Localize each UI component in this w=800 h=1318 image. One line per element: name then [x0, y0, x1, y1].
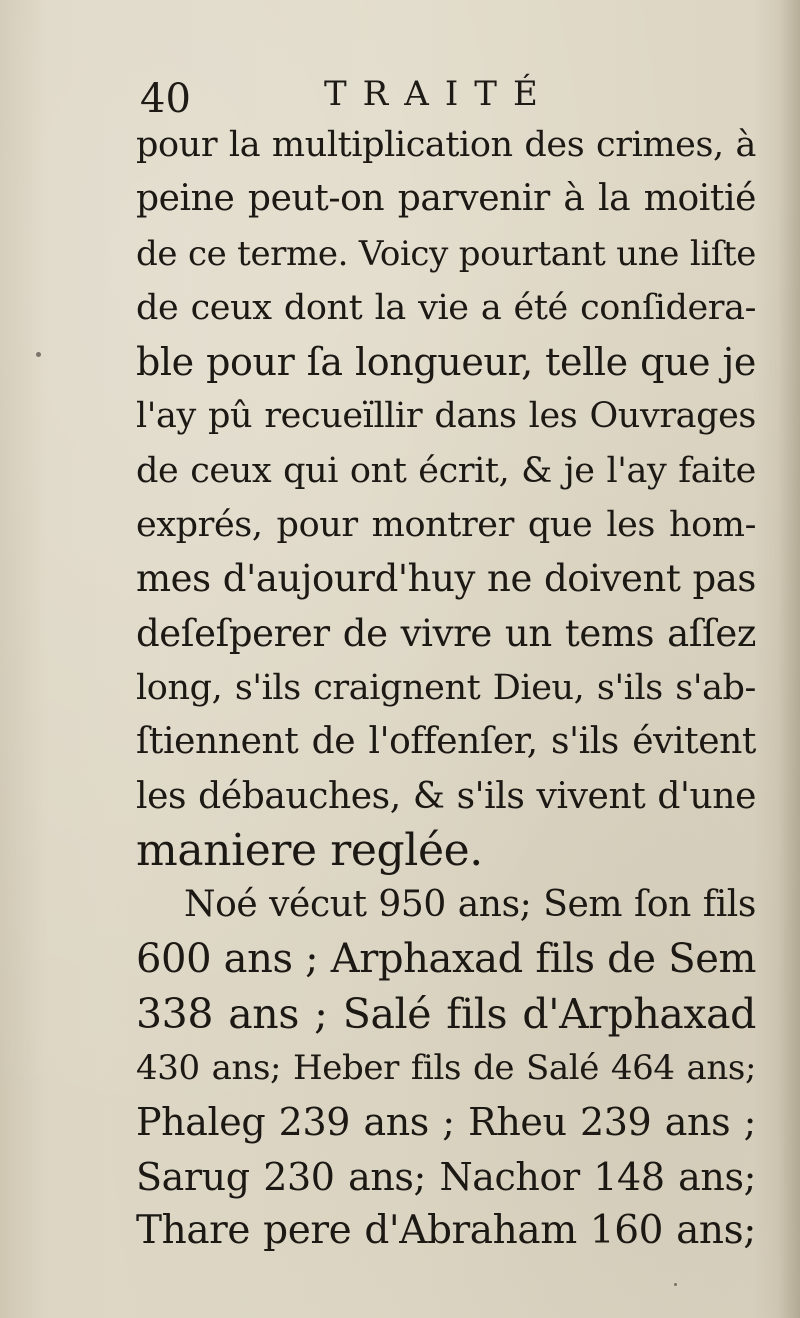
text-line: mes d'aujourd'huy ne doivent pas	[136, 557, 756, 601]
text-line: pour la multiplication des crimes, à	[136, 125, 756, 165]
ink-fleck	[36, 352, 41, 357]
text-line: l'ay pû recueïllir dans les Ouvrages	[136, 396, 756, 437]
body-text	[136, 118, 756, 1258]
text-line: deſeſperer de vivre un tems aſſez	[136, 611, 756, 655]
text-line: Phaleg 239 ans ; Rheu 239 ans ;	[136, 1100, 756, 1145]
text-line: ble pour ſa longueur, telle que je	[136, 340, 756, 385]
page-header	[136, 72, 756, 122]
text-line: 430 ans; Heber fils de Salé 464 ans;	[136, 1048, 756, 1089]
text-line: maniere reglée.	[136, 824, 483, 876]
text-line: Sarug 230 ans; Nachor 148 ans;	[136, 1154, 756, 1199]
running-head: TRAITÉ	[324, 74, 554, 114]
text-line: de ce terme. Voicy pourtant une liſte	[136, 233, 756, 274]
text-line: ſtiennent de l'offenſer, s'ils évitent	[136, 721, 756, 763]
text-line: les débauches, & s'ils vivent d'une	[136, 775, 756, 817]
text-line: exprés, pour montrer que les hom-	[136, 505, 756, 546]
text-line: de ceux qui ont écrit, & je l'ay faite	[136, 450, 756, 491]
page-number: 40	[140, 76, 191, 122]
text-line: Thare pere d'Abraham 160 ans;	[136, 1207, 756, 1253]
text-line: peine peut-on parvenir à la moitié	[136, 178, 756, 220]
text-line: de ceux dont la vie a été conſidera-	[136, 287, 756, 328]
text-line: 338 ans ; Salé fils d'Arphaxad	[136, 989, 756, 1038]
text-line: 600 ans ; Arphaxad fils de Sem	[136, 936, 756, 983]
ink-fleck	[674, 1283, 677, 1286]
text-line: Noé vécut 950 ans; Sem ſon fils	[184, 884, 756, 926]
text-line: long, s'ils craignent Dieu, s'ils s'ab-	[136, 667, 756, 708]
